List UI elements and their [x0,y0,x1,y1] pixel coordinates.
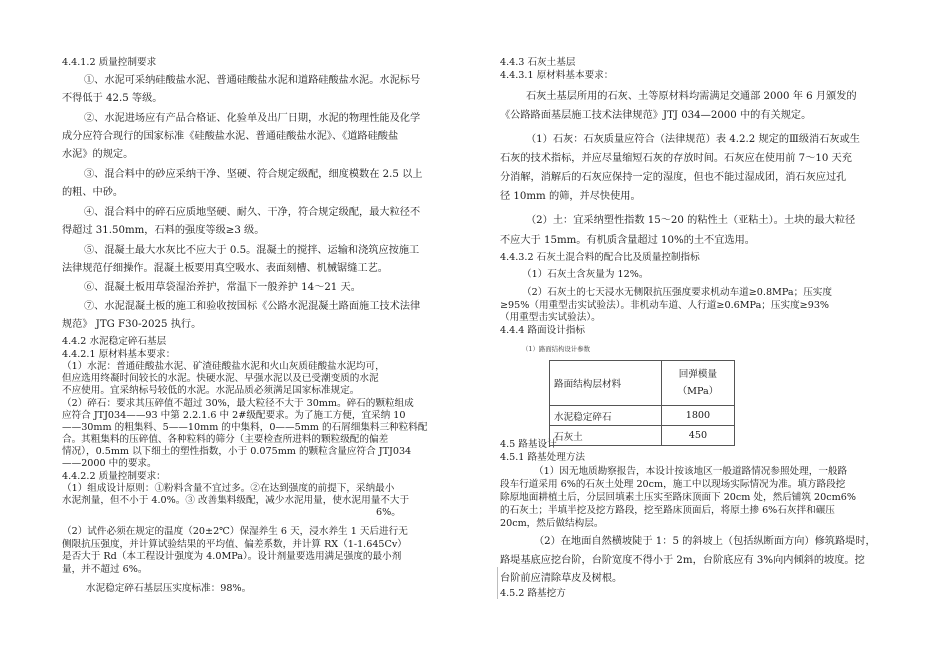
paragraph-line: 应符合 JTJ034——93 中第 2.2.1.6 中 2#级配要求。为了施工方便，宜采纳 10 [62,410,406,421]
paragraph-line: ③、混合料中的砂应采纳干净、坚硬、符合规定级配，细度模数在 2.5 以上 [84,169,423,180]
section-heading: 4.4.3 石灰土基层 [500,57,576,68]
paragraph-line: （1）水泥：普通硅酸盐水泥、矿渣硅酸盐水泥和火山灰质硅酸盐水泥均可， [62,361,385,372]
table-caption: （1）路面结构设计参数 [522,345,590,353]
table-cell-material: 石灰土 [550,426,662,446]
paragraph-line: 规范》 JTG F30-2025 执行。 [62,319,202,330]
table-header-material: 路面结构层材料 [550,361,662,406]
paragraph-line: 法律规范仔细操作。混凝土板要用真空吸水、表面刻槽、机械锯缝工艺。 [62,263,388,274]
paragraph-line: 除原地面耕植土后，分层回填素土压实至路床顶面下 20cm 处，然后铺筑 20cm6% [500,492,856,503]
paragraph-line: ②、水泥进场应有产品合格证、化验单及出厂日期，水泥的物理性能及化学 [84,113,421,124]
section-heading: 4.4.1.2 质量控制要求 [62,57,157,68]
table-row [550,406,735,426]
paragraph-line: 石灰的技术指标，并应尽量缩短石灰的存放时间。石灰应在使用前 7～10 天充 [500,153,852,164]
paragraph-line: 石灰土基层所用的石灰、土等原材料均需满足交通部 2000 年 6 月颁发的 [526,91,857,102]
paragraph-line: ⑤、混凝土最大水灰比不应大于 0.5。混凝土的搅拌、运输和浇筑应按施工 [84,245,420,256]
table-cell-modulus: 450 [661,426,734,446]
paragraph-line: 的粗、中砂。 [62,187,124,198]
margin-rule [497,567,498,599]
paragraph-line: 径 10mm 的筛，并尽快使用。 [500,191,641,202]
pavement-parameter-table [549,360,735,446]
paragraph-line: 不应使用。宜采纳标号较低的水泥。水泥品质必须满足国家标准规定。 [62,385,360,396]
section-heading: 4.4.3.2 石灰土混合料的配合比及质量控制指标 [500,252,700,263]
paragraph-line: 20cm，然后做结构层。 [500,518,604,529]
paragraph-line: 侧限抗压强度，并计算试验结果的平均值、偏差系数，并计算 RX（1-1.645Cv） [62,539,407,550]
paragraph-line: 水泥》的规定。 [62,149,134,160]
section-heading: 4.5.2 路基挖方 [500,588,566,599]
paragraph-line: ④、混合料中的碎石应质地坚硬、耐久、干净，符合规定级配，最大粒径不 [84,207,421,218]
paragraph-line: （1）组成设计原则：①粉料含量不宜过多。②在达到强度的前提下，采纳最小 [62,483,395,494]
table-cell-material: 水泥稳定碎石 [550,406,662,426]
paragraph-line: （1）石灰：石灰质量应符合（法律规范）表 4.2.2 规定的Ⅲ级消石灰或生 [526,134,860,145]
section-heading: 4.4.2.2 质量控制要求： [62,471,166,482]
table-header-modulus [661,361,734,406]
paragraph-line: 情况），0.5mm 以下细土的塑性指数，小于 0.075mm 的颗粒含量应符合 JTJ034 [62,446,412,457]
paragraph-line: 得超过 31.50mm，石料的强度等级≥3 级。 [62,225,265,236]
paragraph-line: ⑥、混凝土板用草袋湿治养护，常温下一般养护 14～21 天。 [84,282,361,293]
section-heading: 4.4.2.1 原材料基本要求： [62,349,176,360]
paragraph-line: 分消解，消解后的石灰应保持一定的湿度，但也不能过湿成团，消石灰应过孔 [500,172,847,183]
section-heading: 4.4.3.1 原材料基本要求： [500,70,614,81]
paragraph-line: ——2000 中的要求。 [62,458,157,469]
paragraph-line: （2）土：宜采纳塑性指数 15～20 的粘性土（亚粘土）。土块的最大粒径 [526,215,856,226]
section-heading: 4.4.2 水泥稳定碎石基层 [62,336,167,347]
paragraph-line: 但应选用终凝时间较长的水泥。快硬水泥、早强水泥以及已受潮变质的水泥 [62,373,379,384]
table-row [550,426,735,446]
paragraph-line: 的石灰土；半填半挖及挖方路段，挖至路床顶面后，将原土掺 6%石灰拌和碾压 [500,505,835,516]
paragraph-line: 不应大于 15mm。有机质含量超过 10%的土不宜选用。 [500,235,755,246]
paragraph-line: （1）因无地质勘察报告，本设计按该地区一般道路情况参照处理，一般路 [534,466,848,477]
paragraph-line: 量，并不超过 6%。 [62,564,148,575]
section-heading: 4.5 路基设计 [500,439,557,450]
paragraph-line: ⑦、水泥混凝土板的施工和验收按国标《公路水泥混凝土路面施工技术法律 [84,301,421,312]
paragraph-line: ——30mm 的粗集料、5——10mm 的中集料，0——5mm 的石屑细集料三种粒料配 [62,422,428,433]
paragraph-line: 6%。 [376,507,401,518]
paragraph-line: 台阶前应清除草皮及树根。 [500,573,623,584]
paragraph-line: 是否大于 Rd（本工程设计强度为 4.0MPa）。设计剂量要选用满足强度的最小剂 [62,551,402,562]
paragraph-line: （2）试件必须在规定的温度（20±2℃）保湿养生 6 天，浸水养生 1 天后进行无 [62,526,408,537]
section-heading: 4.5.1 路基处理方法 [500,452,586,463]
paragraph-line: ≥95%（用重型击实试验法）。非机动车道、人行道≥0.6MPa；压实度≥93% [500,300,830,311]
paragraph-line: 合。其粗集料的压碎值、各种粒料的筛分（主要检查所进料的颗粒级配的偏差 [62,434,389,445]
paragraph-line: 《公路路面基层施工技术法律规范》JTJ 034—2000 中的有关规定。 [500,110,812,121]
paragraph-line: ①、水泥可采纳硅酸盐水泥、普通硅酸盐水泥和道路硅酸盐水泥。水泥标号 [84,75,421,86]
paragraph-line: 水泥稳定碎石基层压实度标准：98%。 [86,583,252,594]
section-heading: 4.4.4 路面设计指标 [500,325,586,336]
paragraph-line: 水泥剂量，但不小于 4.0%。③ 改善集料级配，减少水泥用量，使水泥用量不大于 [62,495,410,506]
paragraph-line: （2）石灰土的七天浸水无侧限抗压强度要求机动车道≥0.8MPa；压实度 [522,287,832,298]
paragraph-line: 成分应符合现行的国家标准《硅酸盐水泥、普通硅酸盐水泥》、《道路硅酸盐 [62,131,399,142]
table-header-modulus-line1: 回弹模量 [678,369,718,380]
paragraph-line: 路堤基底应挖台阶，台阶宽度不得小于 2m，台阶底应有 3%向内倾斜的坡度。挖 [500,555,865,566]
table-cell-modulus: 1800 [661,406,734,426]
table-header-modulus-line2: （MPa） [677,386,719,397]
paragraph-line: （2）碎石：要求其压碎值不超过 30%，最大粒径不大于 30mm。碎石的颗粒组成 [62,398,414,409]
paragraph-line: （用重型击实试验法）。 [500,312,601,323]
paragraph-line: （2）在地面自然横坡陡于 1：5 的斜坡上（包括纵断面方向）修筑路堤时， [534,536,876,547]
table-header-row [550,361,735,406]
paragraph-line: 段车行道采用 6%的石灰土处理 20cm，施工中以现场实际情况为准。填方路段挖 [500,479,846,490]
paragraph-line: （1）石灰土含灰量为 12%。 [522,269,649,280]
paragraph-line: 不得低于 42.5 等级。 [62,93,163,104]
